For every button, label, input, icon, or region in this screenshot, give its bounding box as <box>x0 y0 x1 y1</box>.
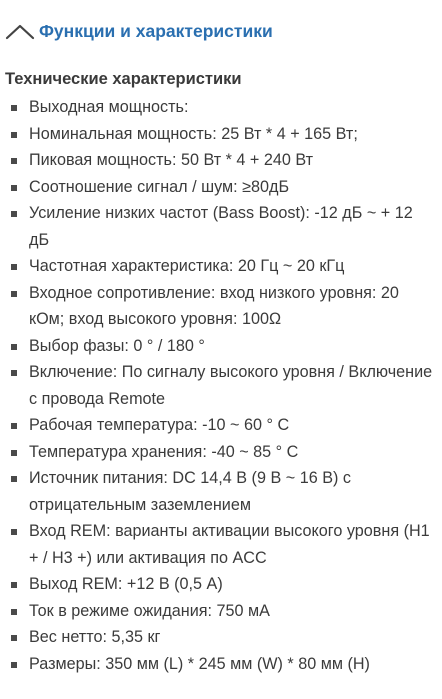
accordion-header[interactable] <box>0 14 442 48</box>
spec-item-text: Выход REM: +12 В (0,5 А) <box>29 575 223 593</box>
spec-item-text: Усиление низких частот (Bass Boost): -12 дБ ~ + 12 дБ <box>29 204 413 249</box>
spec-item-text: Пиковая мощность: 50 Вт * 4 + 240 Вт <box>29 151 314 169</box>
bullet-icon <box>11 662 17 668</box>
bullet-icon <box>11 582 17 588</box>
spec-item <box>0 651 442 678</box>
spec-item-text: Рабочая температура: -10 ~ 60 ° С <box>29 416 290 434</box>
bullet-icon <box>11 158 17 164</box>
spec-item <box>0 253 442 280</box>
spec-item <box>0 598 442 625</box>
spec-item <box>0 280 442 333</box>
bullet-icon <box>11 609 17 615</box>
spec-item-text: Источник питания: DC 14,4 В (9 В ~ 16 В) с отрицательным заземлением <box>29 469 351 514</box>
spec-item <box>0 465 442 518</box>
bullet-icon <box>11 344 17 350</box>
spec-item <box>0 439 442 466</box>
spec-item-text: Вес нетто: 5,35 кг <box>29 628 161 646</box>
spec-item-text: Номинальная мощность: 25 Вт * 4 + 165 Вт; <box>29 124 358 143</box>
spec-item <box>0 624 442 651</box>
spec-item-text: Входное сопротивление: вход низкого уровня: 20 кОм; вход высокого уровня: 100Ω <box>29 283 399 328</box>
bullet-icon <box>11 635 17 641</box>
bullet-icon <box>11 132 17 138</box>
spec-item <box>0 412 442 439</box>
bullet-icon <box>11 291 17 297</box>
bullet-icon <box>11 370 17 376</box>
spec-item-text: Температура хранения: -40 ~ 85 ° С <box>29 442 299 461</box>
spec-item <box>0 147 442 174</box>
spec-item-text: Размеры: 350 мм (L) * 245 мм (W) * 80 мм (H) <box>29 654 370 673</box>
spec-item <box>0 174 442 201</box>
bullet-icon <box>11 450 17 456</box>
specs-section <box>0 68 442 677</box>
spec-item-text: Соотношение сигнал / шум: ≥80дБ <box>29 177 290 196</box>
spec-item-text: Ток в режиме ожидания: 750 мА <box>29 601 270 620</box>
spec-item-text: Выбор фазы: 0 ° / 180 ° <box>29 336 205 355</box>
bullet-icon <box>11 529 17 535</box>
spec-item-text: Включение: По сигналу высокого уровня / Включение с провода Remote <box>29 363 433 408</box>
spec-item <box>0 518 442 571</box>
bullet-icon <box>11 185 17 191</box>
spec-item <box>0 571 442 598</box>
spec-item <box>0 333 442 360</box>
spec-item-text: Частотная характеристика: 20 Гц ~ 20 кГц <box>29 257 345 275</box>
spec-item-text: Вход REM: варианты активации высокого уровня (H1 + / H3 +) или активация по ACC <box>29 522 430 567</box>
chevron-up-icon[interactable] <box>3 16 37 46</box>
bullet-icon <box>11 423 17 429</box>
bullet-icon <box>11 211 17 217</box>
spec-item <box>0 200 442 253</box>
spec-item <box>0 359 442 412</box>
specs-title: Технические характеристики <box>5 70 242 88</box>
bullet-icon <box>11 105 17 111</box>
spec-item-text: Выходная мощность: <box>29 98 189 116</box>
accordion-title: Функции и характеристики <box>39 20 273 41</box>
bullet-icon <box>11 476 17 482</box>
specs-list <box>0 94 442 677</box>
bullet-icon <box>11 264 17 270</box>
spec-item <box>0 94 442 121</box>
spec-item <box>0 121 442 148</box>
